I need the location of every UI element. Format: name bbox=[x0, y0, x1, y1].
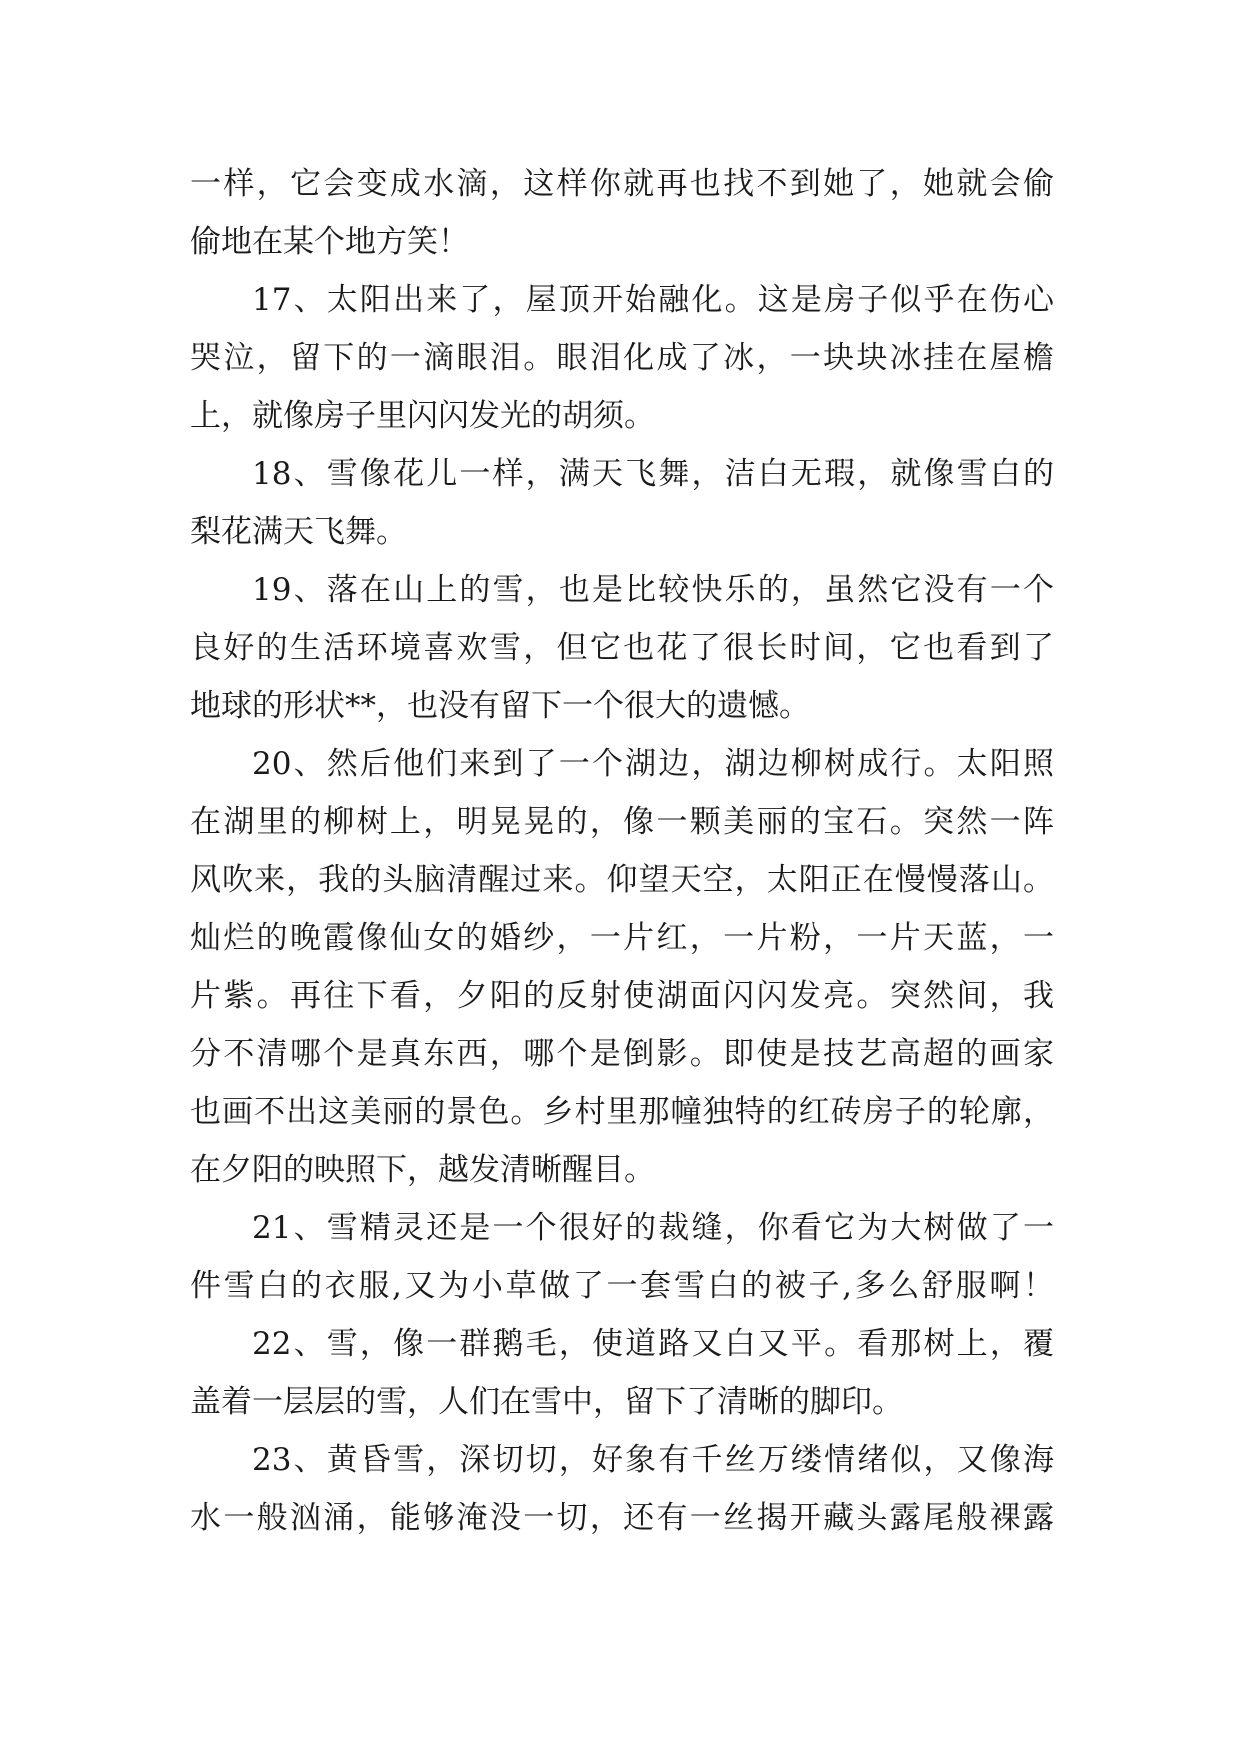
paragraph-23 bbox=[190, 1431, 1054, 1547]
text-line: 梨花满天飞舞。 bbox=[190, 514, 407, 550]
paragraph-21 bbox=[190, 1199, 1054, 1315]
text-line: 哭泣，留下的一滴眼泪。眼泪化成了冰，一块块冰挂在屋檐 bbox=[190, 340, 1054, 376]
text-line: 21、雪精灵还是一个很好的裁缝，你看它为大树做了一 bbox=[252, 1210, 1054, 1246]
text-line: 23、黄昏雪，深切切，好象有千丝万缕情绪似，又像海 bbox=[252, 1442, 1054, 1478]
paragraph-18 bbox=[190, 445, 1054, 561]
paragraph-16-continued bbox=[190, 155, 1054, 271]
text-line: 也画不出这美丽的景色。乡村里那幢独特的红砖房子的轮廓， bbox=[190, 1094, 1054, 1130]
text-line: 地球的形状**，也没有留下一个很大的遗憾。 bbox=[190, 688, 810, 724]
text-line: 在湖里的柳树上，明晃晃的，像一颗美丽的宝石。突然一阵 bbox=[190, 804, 1054, 840]
text-line: 灿烂的晚霞像仙女的婚纱，一片红，一片粉，一片天蓝，一 bbox=[190, 920, 1054, 956]
text-line: 分不清哪个是真东西，哪个是倒影。即使是技艺高超的画家 bbox=[190, 1036, 1054, 1072]
text-line: 一样，它会变成水滴，这样你就再也找不到她了，她就会偷 bbox=[190, 166, 1054, 202]
paragraph-19 bbox=[190, 561, 1054, 735]
text-line: 上，就像房子里闪闪发光的胡须。 bbox=[190, 398, 655, 434]
paragraph-20 bbox=[190, 735, 1054, 1199]
paragraph-17 bbox=[190, 271, 1054, 445]
text-line: 水一般汹涌，能够淹没一切，还有一丝揭开藏头露尾般裸露 bbox=[190, 1500, 1054, 1536]
paragraph-22 bbox=[190, 1315, 1054, 1431]
text-line: 22、雪，像一群鹅毛，使道路又白又平。看那树上，覆 bbox=[252, 1326, 1054, 1362]
text-line: 19、落在山上的雪，也是比较快乐的，虽然它没有一个 bbox=[252, 572, 1054, 608]
text-line: 17、太阳出来了，屋顶开始融化。这是房子似乎在伤心 bbox=[252, 282, 1054, 318]
text-line: 18、雪像花儿一样，满天飞舞，洁白无瑕，就像雪白的 bbox=[252, 456, 1054, 492]
text-line: 良好的生活环境喜欢雪，但它也花了很长时间，它也看到了 bbox=[190, 630, 1054, 666]
text-line: 件雪白的衣服,又为小草做了一套雪白的被子,多么舒服啊！ bbox=[190, 1268, 1054, 1304]
text-line: 盖着一层层的雪，人们在雪中，留下了清晰的脚印。 bbox=[190, 1384, 903, 1420]
text-line: 在夕阳的映照下，越发清晰醒目。 bbox=[190, 1152, 655, 1188]
text-line: 风吹来，我的头脑清醒过来。仰望天空，太阳正在慢慢落山。 bbox=[190, 862, 1054, 898]
text-line: 片紫。再往下看，夕阳的反射使湖面闪闪发亮。突然间，我 bbox=[190, 978, 1054, 1014]
text-line: 20、然后他们来到了一个湖边，湖边柳树成行。太阳照 bbox=[252, 746, 1054, 782]
document-body bbox=[190, 155, 1054, 1547]
text-line: 偷地在某个地方笑！ bbox=[190, 224, 469, 260]
